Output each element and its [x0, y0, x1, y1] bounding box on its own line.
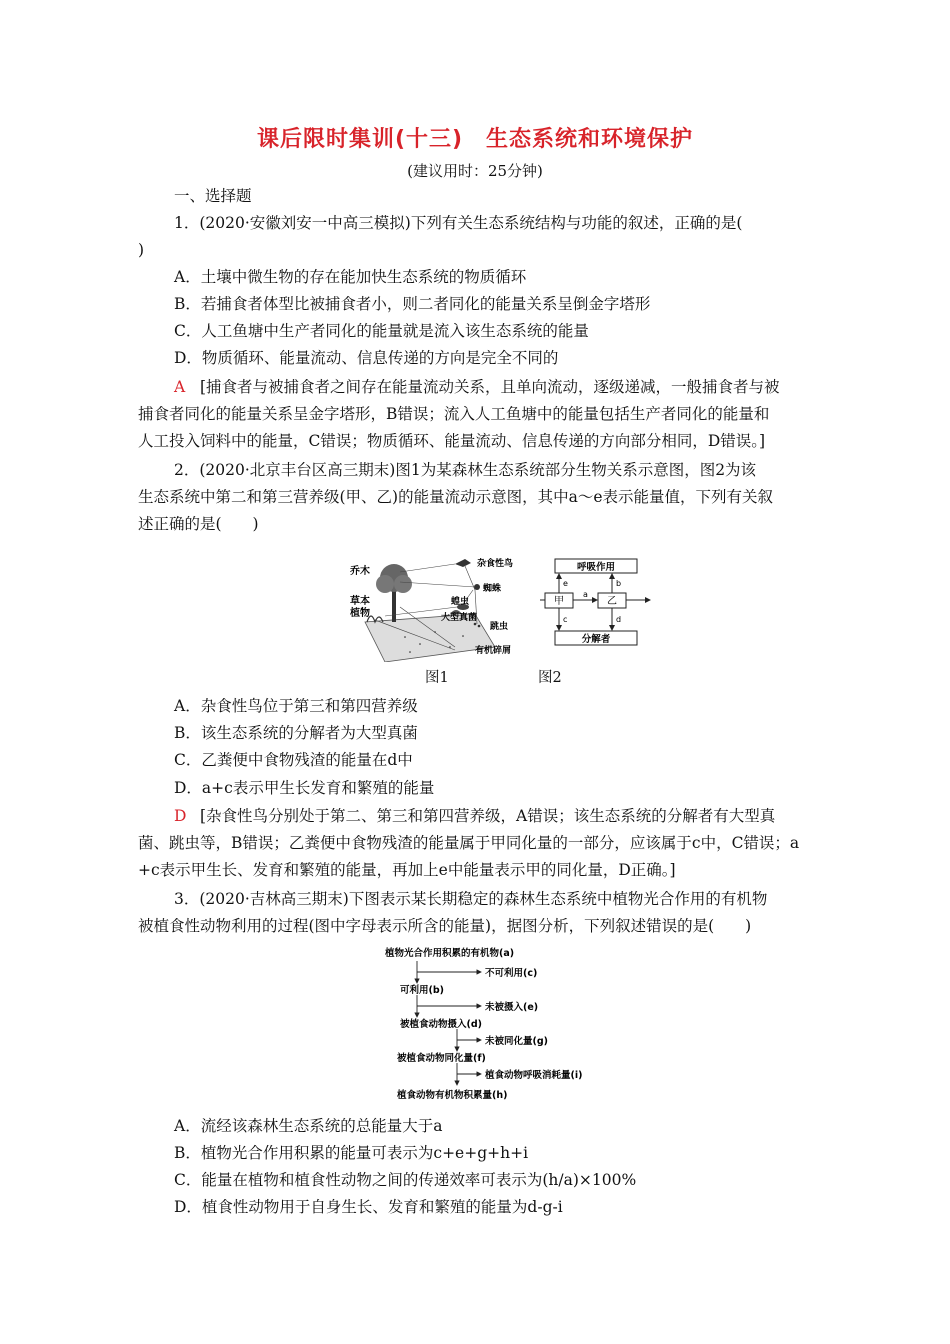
q1-explanation-line1: [捕食者与被捕食者之间存在能量流动关系，且单向流动，逐级递减，一般捕食者与被 — [200, 378, 780, 396]
figure1-caption: 图1 — [425, 670, 449, 686]
q3-stem-line2: 被植食性动物利用的过程(图中字母表示所含的能量)，据图分析，下列叙述错误的是( ) — [138, 917, 752, 935]
flow-f: 被植食动物同化量(f) — [397, 1053, 486, 1064]
q2-option-b: B．该生态系统的分解者为大型真菌 — [174, 724, 418, 742]
q1-stem-line1: 1．(2020·安徽刘安一中高三模拟)下列有关生态系统结构与功能的叙述，正确的是( — [174, 214, 743, 232]
section-heading: 一、选择题 — [174, 187, 252, 205]
q1-stem-line2: ) — [138, 241, 145, 259]
flow-i: 植食动物呼吸消耗量(i) — [485, 1070, 583, 1081]
label-locust: 蝗虫 — [451, 597, 470, 607]
label-tree: 乔木 — [350, 566, 370, 577]
label-debris: 有机碎屑 — [475, 646, 512, 656]
label-a: a — [583, 590, 588, 599]
q1-option-d: D．物质循环、能量流动、信息传递的方向是完全不同的 — [174, 349, 559, 367]
q2-option-d: D．a+c表示甲生长发育和繁殖的能量 — [174, 779, 435, 797]
flow-e: 未被摄入(e) — [485, 1002, 539, 1013]
label-yi: 乙 — [607, 596, 617, 607]
q3-option-b: B．植物光合作用积累的能量可表示为c+e+g+h+i — [174, 1144, 529, 1162]
q1-explanation-line2: 捕食者同化的能量关系呈金字塔形，B错误；流入人工鱼塘中的能量包括生产者同化的能量和 — [138, 405, 770, 423]
figure3-energy-flowchart — [385, 943, 625, 1113]
label-decomposer: 分解者 — [581, 634, 611, 645]
q3-option-a: A．流经该森林生态系统的总能量大于a — [174, 1117, 443, 1135]
q2-explanation-line3: +c表示甲生长、发育和繁殖的能量，再加上e中能量表示甲的同化量，D正确。] — [138, 861, 676, 879]
flow-h: 植食动物有机物积累量(h) — [397, 1090, 508, 1101]
label-herb-1: 草本 — [350, 596, 370, 607]
label-c: c — [563, 615, 568, 624]
figure2-caption: 图2 — [538, 670, 562, 686]
flow-g: 未被同化量(g) — [485, 1036, 548, 1047]
figure2-energy-flow — [540, 556, 655, 651]
flow-d: 被植食动物摄入(d) — [400, 1019, 482, 1030]
q2-stem-line3: 述正确的是( ) — [138, 515, 259, 533]
q2-stem-line1: 2．(2020·北京丰台区高三期末)图1为某森林生态系统部分生物关系示意图，图2为该 — [174, 461, 757, 479]
label-springtail: 跳虫 — [490, 622, 509, 632]
q2-option-c: C．乙粪便中食物残渣的能量在d中 — [174, 751, 413, 769]
label-spider: 蜘蛛 — [483, 584, 502, 594]
q1-explanation-line3: 人工投入饲料中的能量，C错误；物质循环、能量流动、信息传递的方向部分相同，D错误。] — [138, 432, 766, 450]
flow-c: 不可利用(c) — [485, 968, 538, 979]
label-fungi: 大型真菌 — [441, 613, 478, 623]
suggested-time: (建议用时：25分钟) — [407, 162, 543, 180]
label-b: b — [616, 579, 622, 588]
flow-a: 植物光合作用积累的有机物(a) — [385, 948, 515, 959]
label-herb-2: 植物 — [350, 608, 370, 619]
q1-answer: A — [174, 378, 186, 396]
q3-option-c: C．能量在植物和植食性动物之间的传递效率可表示为(h/a)×100% — [174, 1171, 637, 1189]
flow-b: 可利用(b) — [400, 985, 444, 996]
label-d: d — [616, 615, 622, 624]
bird-shape — [455, 559, 471, 567]
q1-option-b: B．若捕食者体型比被捕食者小，则二者同化的能量关系呈倒金字塔形 — [174, 295, 651, 313]
figure1-food-web — [345, 552, 530, 662]
q1-option-a: A．土壤中微生物的存在能加快生态系统的物质循环 — [174, 268, 527, 286]
label-jia: 甲 — [554, 596, 564, 607]
q2-explanation-line2: 菌、跳虫等，B错误；乙粪便中食物残渣的能量属于甲同化量的一部分，应该属于c中，C错误；a — [138, 834, 800, 852]
q2-stem-line2: 生态系统中第二和第三营养级(甲、乙)的能量流动示意图，其中a～e表示能量值，下列有关叙 — [138, 488, 774, 506]
label-e: e — [563, 579, 568, 588]
q1-option-c: C．人工鱼塘中生产者同化的能量就是流入该生态系统的能量 — [174, 322, 589, 340]
q2-option-a: A．杂食性鸟位于第三和第四营养级 — [174, 697, 418, 715]
label-bird: 杂食性鸟 — [477, 559, 514, 569]
page-title: 课后限时集训(十三) 生态系统和环境保护 — [256, 127, 694, 152]
q3-option-d: D．植食性动物用于自身生长、发育和繁殖的能量为d-g-i — [174, 1198, 563, 1216]
q2-explanation-line1: [杂食性鸟分别处于第二、第三和第四营养级，A错误；该生态系统的分解者有大型真 — [200, 807, 776, 825]
q2-answer: D — [174, 807, 187, 825]
q3-stem-line1: 3．(2020·吉林高三期末)下图表示某长期稳定的森林生态系统中植物光合作用的有机物 — [174, 890, 768, 908]
label-respiration: 呼吸作用 — [576, 562, 616, 573]
